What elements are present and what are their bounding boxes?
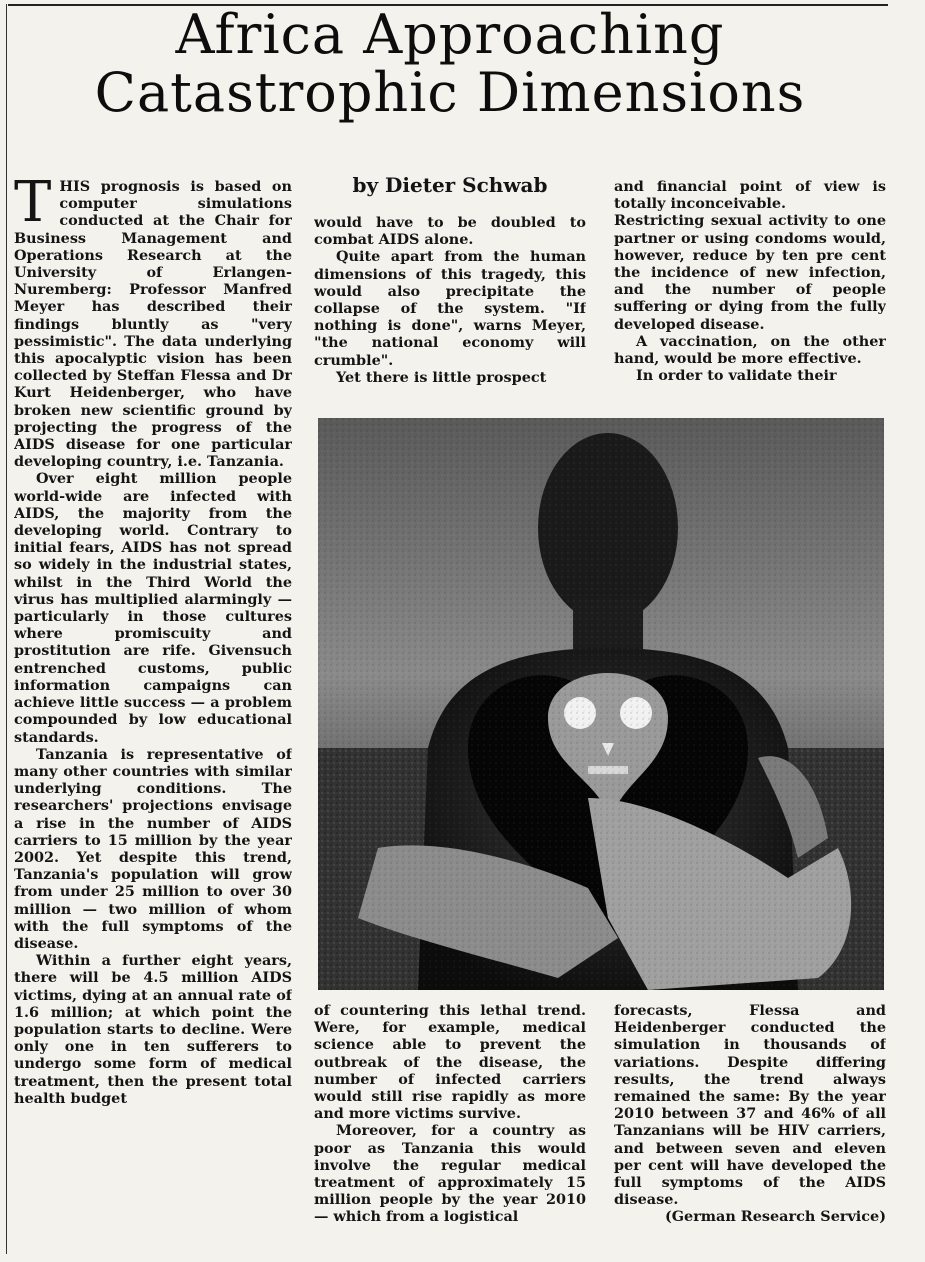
headline [0, 3, 900, 124]
col1-paragraph-3: Tanzania is representative of many other countries with similar underlying conditions. The researchers' projections envisage a rise in the number of AIDS carriers to 15 million by the year 2002. Yet despite this trend, Tanzania's population will grow from under 25 million to over 30 million — two million of whom with the full symptoms of the disease. [14, 745, 292, 952]
col3-top-paragraph-1: and financial point of view is totally inconceivable. [614, 178, 886, 213]
article-illustration [318, 418, 884, 990]
col3-top-paragraph-4: In order to validate their [636, 367, 837, 385]
byline: by Dieter Schwab [352, 173, 548, 197]
source-credit: (German Research Service) [664, 1208, 886, 1226]
column-2-bottom [314, 1002, 586, 1252]
left-column-rule [6, 4, 7, 1254]
col2-top-paragraph-1: would have to be doubled to combat AIDS alone. [314, 214, 586, 249]
headline-line-1: Africa Approaching [175, 3, 725, 66]
headline-line-2: Catastrophic Dimensions [94, 61, 806, 124]
col2-bot-paragraph-2: Moreover, for a country as poor as Tanzania this would involve the regular medical treatment of approximately 15 million people by the year 2010 — which from a logistical [314, 1122, 586, 1226]
col2-bot-paragraph-1: of countering this lethal trend. Were, for example, medical science able to prevent the outbreak of the disease, the number of infected carriers would still rise rapidly as more and more victims survive. [314, 1002, 586, 1123]
column-2-top [314, 214, 586, 404]
col1-paragraph-4: Within a further eight years, there will be 4.5 million AIDS victims, dying at an annual rate of 1.6 million; at which point the population starts to decline. Were only one in ten sufferers to undergo some form of medical treatment, then the present total health budget [14, 952, 292, 1107]
col2-top-paragraph-3: Yet there is little prospect [336, 368, 547, 386]
col1-paragraph-1 [14, 178, 292, 470]
col1-paragraph-1-text: HIS prognosis is based on computer simulations conducted at the Chair for Business Management and Operations Research at the University of Erlangen-Nuremberg: Professor Manfred Meyer has described their findings bluntly as "very pessimistic". The data underlying this apocalyptic vision has been collected by Steffan Flessa and Dr Kurt Heidenberger, who have broken new scientific ground by projecting the progress of the AIDS disease for one particular developing country, i.e. Tanzania. [14, 178, 292, 471]
col3-top-paragraph-2: Restricting sexual activity to one partner or using condoms would, however, reduce by ten pre cent the incidence of new infection, and the number of people suffering or dying from the fully developed disease. [614, 212, 886, 333]
column-3-bottom [614, 1002, 886, 1252]
illustration-figure-with-skull-heart [318, 418, 884, 990]
col1-paragraph-2: Over eight million people world-wide are infected with AIDS, the majority from the developing world. Contrary to initial fears, AIDS has not spread so widely in the industrial states, whilst in the Third World the virus has multiplied alarmingly — particularly in those cultures where promiscuity and prostitution are rife. Givensuch entrenched customs, public information campaigns can achieve little success — a problem compounded by low educational standards. [14, 470, 292, 746]
col2-top-paragraph-2: Quite apart from the human dimensions of this tragedy, this would also precipitate the collapse of the system. "If nothing is done", warns Meyer, "the national economy will crumble". [314, 248, 586, 369]
drop-cap: T [14, 178, 52, 235]
column-3-top [614, 178, 886, 408]
column-1 [14, 178, 292, 1252]
col3-top-paragraph-3: A vaccination, on the other hand, would be more effective. [614, 332, 886, 368]
col3-bot-paragraph-1: forecasts, Flessa and Heidenberger conducted the simulation in thousands of variations. Despite differing results, the trend always remained the same: By the year 2010 between 37 and 46% of all Tanzanians will be HIV carriers, and between seven and eleven per cent will have developed the full symptoms of the AIDS disease. [614, 1002, 886, 1209]
